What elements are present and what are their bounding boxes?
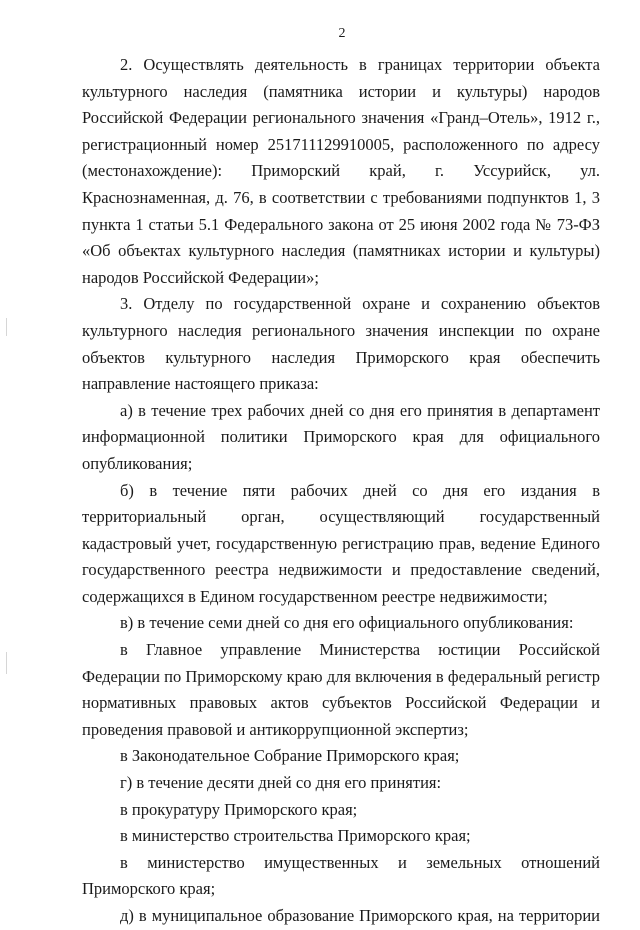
paragraph-subitem-v: в) в течение семи дней со дня его официального опубликования: [120,613,574,633]
paragraph-recipient-property: в министерство имущественных и земельных отношений Приморского края; [82,852,600,899]
paragraph-item-3: 3. Отделу по государственной охране и сохранению объектов культурного наследия регионального значения инспекции по охране объектов культурного наследия Приморского края обеспечить направление настоящего приказа: [82,294,600,394]
paragraph-recipient-prosecutor: в прокуратуру Приморского края; [120,799,358,819]
paragraph-recipient-assembly: в Законодательное Собрание Приморского края; [120,746,460,766]
paragraph-recipient-construction: в министерство строительства Приморского края; [120,826,471,846]
scan-edge-mark-top [6,318,7,336]
paragraph-subitem-a: а) в течение трех рабочих дней со дня его принятия в департамент информационной политики Приморского края для официального опубликования; [82,400,600,473]
page-number: 2 [338,26,346,41]
scan-edge-mark-bottom [6,652,7,674]
paragraph-subitem-d: д) в муниципальное образование Приморского края, на территории [120,906,600,925]
paragraph-recipient-justice: в Главное управление Министерства юстиции Российской Федерации по Приморскому краю для включения в федеральный регистр нормативных правовых актов субъектов Российской Федерации и проведения правовой и антикоррупционной экспертиз; [82,640,600,739]
paragraph-item-2: 2. Осуществлять деятельность в границах территории объекта культурного наследия (памятника истории и культуры) народов Российской Федерации регионального значения «Гранд–Отель», 1912 г., регистрационный номер 251711129910005, расположенного по адресу (местонахождение): Приморский край, г. Уссурийск, ул. Краснознаменная, д. 76, в соответствии с требованиями подпунктов 1, 3 пункта 1 статьи 5.1 Федерального закона от 25 июня 2002 года № 73-ФЗ «Об объектах культурного наследия (памятниках истории и культуры) народов Российской Федерации»; [82,55,600,287]
paragraph-subitem-g: г) в течение десяти дней со дня его принятия: [120,773,442,793]
document-body [82,52,600,930]
paragraph-subitem-b: б) в течение пяти рабочих дней со дня его издания в территориальный орган, осуществляющий государственный кадастровый учет, государственную регистрацию прав, ведение Единого государственного реестра недвижимости и предоставление сведений, содержащихся в Едином государственном реестре недвижимости; [82,480,600,606]
